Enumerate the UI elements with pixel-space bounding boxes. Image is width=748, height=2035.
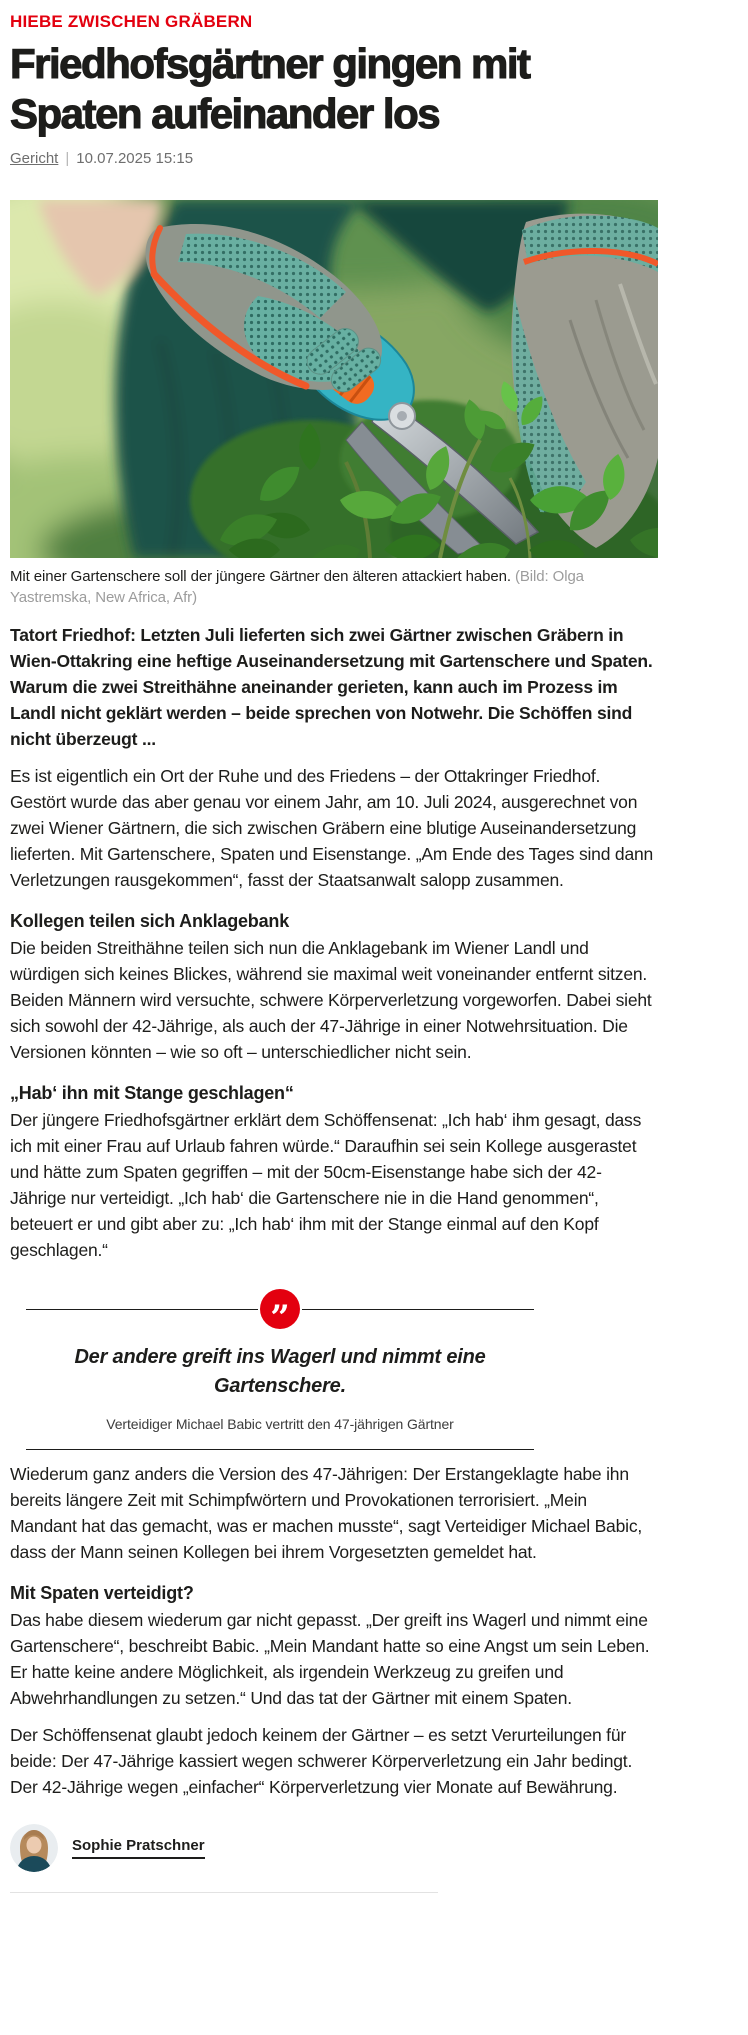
pullquote-rule-right — [302, 1309, 534, 1310]
body-paragraph: Der jüngere Friedhofsgärtner erklärt dem Schöffensenat: „Ich hab‘ ihm gesagt, dass ich mit einer Frau auf Urlaub fahren würde.“ Daraufhin sei sein Kollege ausgerastet und hätte zum Spaten gegriffen – mit der 50cm-Eisenstange habe sich der 42-Jährige nur verteidigt. „Ich hab‘ die Gartenschere nie in die Hand genommen“, beteuert er und gibt aber zu: „Ich hab‘ ihm mit der Stange einmal auf den Kopf geschlagen.“ — [10, 1110, 642, 1260]
kicker-link[interactable]: HIEBE ZWISCHEN GRÄBERN — [10, 12, 253, 31]
pullquote-text: Der andere greift ins Wagerl und nimmt eine Gartenschere. — [74, 1346, 486, 1397]
author-block — [10, 1824, 662, 1872]
body-paragraph: Das habe diesem wiederum gar nicht gepasst. „Der greift ins Wagerl und nimmt eine Gartenschere“, beschreibt Babic. „Mein Mandant hatte so eine Angst um sein Leben. Er hatte keine andere Möglichkeit, als irgendein Werkzeug zu greifen und Abwehrhandlungen zu setzen.“ Und das tat der Gärtner mit einem Spaten. — [10, 1610, 650, 1708]
lead-paragraph: Tatort Friedhof: Letzten Juli lieferten sich zwei Gärtner zwischen Gräbern in Wien-Ottakring eine heftige Auseinandersetzung mit Gartenschere und Spaten. Warum die zwei Streithähne aneinander gerieten, kann auch im Prozess im Landl nicht geklärt werden – beide sprechen von Notwehr. Die Schöffen sind nicht überzeugt ... — [10, 625, 653, 749]
section-heading: „Hab‘ ihn mit Stange geschlagen“ — [10, 1083, 294, 1103]
hero-caption — [10, 566, 658, 608]
hero-figure — [10, 200, 662, 608]
meta-separator: | — [65, 150, 70, 167]
section-heading: Mit Spaten verteidigt? — [10, 1583, 194, 1603]
body-paragraph: Wiederum ganz anders die Version des 47-Jährigen: Der Erstangeklagte habe ihn bereits längere Zeit mit Schimpfwörtern und Provokationen terrorisiert. „Mein Mandant hat das gemacht, was er machen musste“, sagt Verteidiger Michael Babic, dass der Mann seinen Kollegen bei ihrem Vorgesetzten gemeldet hat. — [10, 1464, 643, 1562]
author-divider — [10, 1892, 438, 1893]
pullquote — [26, 1289, 534, 1450]
category-link[interactable]: Gericht — [10, 150, 59, 167]
article-meta — [10, 149, 662, 168]
hero-photo-illustration — [10, 200, 658, 558]
section-heading: Kollegen teilen sich Anklagebank — [10, 911, 290, 931]
quote-glyph: ” — [270, 1298, 290, 1338]
body-paragraph: Der Schöffensenat glaubt jedoch keinem der Gärtner – es setzt Verurteilungen für beide: Der 47-Jährige kassiert wegen schwerer Körperverletzung ein Jahr bedingt. Der 42-Jährige wegen „einfacher“ Körperverletzung vier Monate auf Bewährung. — [10, 1725, 633, 1797]
pullquote-bottom-rule — [26, 1449, 534, 1450]
author-avatar[interactable] — [10, 1824, 58, 1872]
author-avatar-illustration — [10, 1824, 58, 1872]
page-title: Friedhofsgärtner gingen mit Spaten aufeinander los — [10, 40, 530, 137]
pullquote-rule-left — [26, 1309, 258, 1310]
body-paragraph: Die beiden Streithähne teilen sich nun die Anklagebank im Wiener Landl und würdigen sich keines Blickes, während sie maximal weit voneinander entfernt sitzen. Beiden Männern wird versuchte, schwere Körperverletzung vorgeworfen. Dabei sieht sich sowohl der 42-Jährige, als auch der 47-Jährige in einer Notwehrsituation. Die Versionen könnten – wie so oft – unterschiedlicher nicht sein. — [10, 938, 652, 1062]
author-link[interactable]: Sophie Pratschner — [72, 1837, 205, 1859]
caption-credit: (Bild: Olga Yastremska, New Africa, Afr) — [10, 568, 584, 606]
hero-image — [10, 200, 658, 558]
publish-datetime: 10.07.2025 15:15 — [76, 150, 194, 167]
caption-text: Mit einer Gartenschere soll der jüngere Gärtner den älteren attackiert haben. — [10, 568, 511, 585]
pullquote-attribution: Verteidiger Michael Babic vertritt den 47-jährigen Gärtner — [106, 1416, 454, 1432]
pullquote-top-rule — [26, 1289, 534, 1338]
body-paragraph: Es ist eigentlich ein Ort der Ruhe und des Friedens – der Ottakringer Friedhof. Gestört wurde das aber genau vor einem Jahr, am 10. Juli 2024, ausgerechnet von zwei Wiener Gärtnern, die sich zwischen Gräbern eine blutige Auseinandersetzung lieferten. Mit Gartenschere, Spaten und Eisenstange. „Am Ende des Tages sind dann Verletzungen rausgekommen“, fasst der Staatsanwalt salopp zusammen. — [10, 766, 654, 890]
quote-icon — [260, 1289, 300, 1338]
